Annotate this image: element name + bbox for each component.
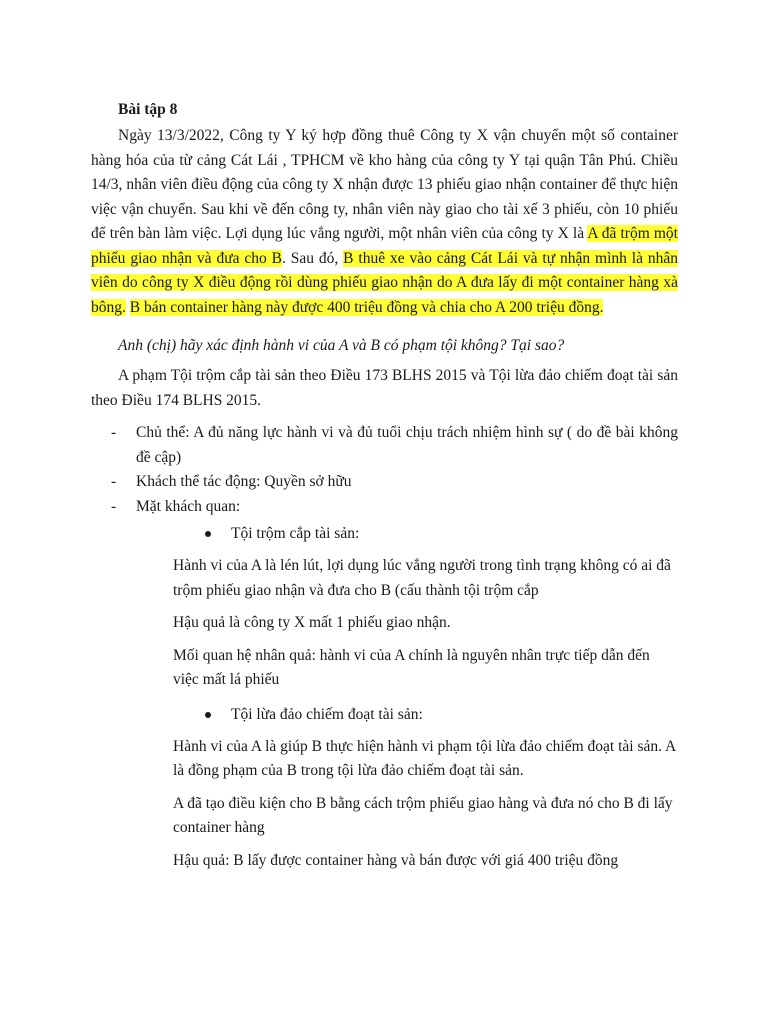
theft-line: Hành vi của A là lén lút, lợi dụng lúc vắng người trong tình trạng không có ai đã trộm phiếu giao nhận và đưa cho B (cấu thành tội trộm cắp [173, 557, 671, 599]
theft-line: Hậu quả là công ty X mất 1 phiếu giao nhận. [173, 614, 451, 631]
paragraph-text-1: Ngày 13/3/2022, Công ty Y ký hợp đồng thuê Công ty X vận chuyển một số container hàng hóa của từ cảng Cát Lái , TPHCM về kho hàng của công ty Y tại quận Tân Phú. Chiều 14/3, nhân viên điều động của công ty X nhận được 13 phiếu giao nhận container để thực hiện việc vận chuyển. Sau khi về đến công ty, nhân viên này giao cho tài xế 3 phiếu, còn 10 phiếu để trên bàn làm việc. Lợi dụng lúc vắng người, một nhân viên của công ty X là [91, 127, 678, 242]
answer: A phạm Tội trộm cắp tài sản theo Điều 173 BLHS 2015 và Tội lừa đảo chiếm đoạt tài sản theo Điều 174 BLHS 2015. [91, 367, 678, 409]
question: Anh (chị) hãy xác định hành vi của A và B có phạm tội không? Tại sao? [118, 337, 565, 354]
dash-list [91, 421, 678, 519]
dash-item-text: Mặt khách quan: [136, 497, 241, 515]
dash-item-text: Khách thể tác động: Quyền sở hữu [136, 473, 352, 490]
highlight-3: B bán container hàng này được 400 triệu đồng và chia cho A 200 triệu đồng. [129, 298, 604, 316]
bullet-theft [91, 522, 678, 546]
document-content [91, 98, 678, 873]
bullet-text: Tội lừa đảo chiếm đoạt tài sản: [231, 705, 423, 723]
dash-marker: - [111, 424, 117, 441]
theft-line: Mối quan hệ nhân quả: hành vi của A chính là nguyên nhân trực tiếp dẫn đến việc mất lá phiếu [173, 646, 650, 688]
dash-item [91, 495, 678, 520]
bullet-dot-icon [205, 712, 211, 718]
bullet-text: Tội trộm cắp tài sản: [231, 525, 360, 542]
highlight-1: A đã trộm một phiếu giao nhận và đưa cho B [91, 225, 678, 267]
fraud-line: Hành vi của A là giúp B thực hiện hành vi phạm tội lừa đảo chiếm đoạt tài sản. A là đồng phạm của B trong tội lừa đảo chiếm đoạt tài sản. [173, 737, 676, 779]
bullet-fraud [91, 703, 678, 727]
paragraph-text-2: . Sau đó, [281, 249, 344, 267]
dash-item-text: Chủ thể: A đủ năng lực hành vi và đủ tuổi chịu trách nhiệm hình sự ( do đề bài không đề cập) [136, 424, 678, 466]
fraud-line: Hậu quả: B lấy được container hàng và bán được với giá 400 triệu đồng [173, 851, 619, 869]
exercise-title: Bài tập 8 [118, 101, 178, 118]
dash-marker: - [111, 473, 117, 490]
dash-item [91, 421, 678, 470]
highlight-2: B thuê xe vào cảng Cát Lái và tự nhận mình là nhân viên do công ty X điều động rồi dùng phiếu giao nhận do A đưa lấy đi một container hàng xà bông. [91, 249, 678, 316]
fraud-line: A đã tạo điều kiện cho B bằng cách trộm phiếu giao hàng và đưa nó cho B đi lấy container hàng [173, 794, 673, 836]
dash-item [91, 470, 678, 495]
dash-marker: - [111, 497, 117, 515]
bullet-dot-icon [205, 531, 211, 537]
problem-paragraph [91, 124, 678, 320]
